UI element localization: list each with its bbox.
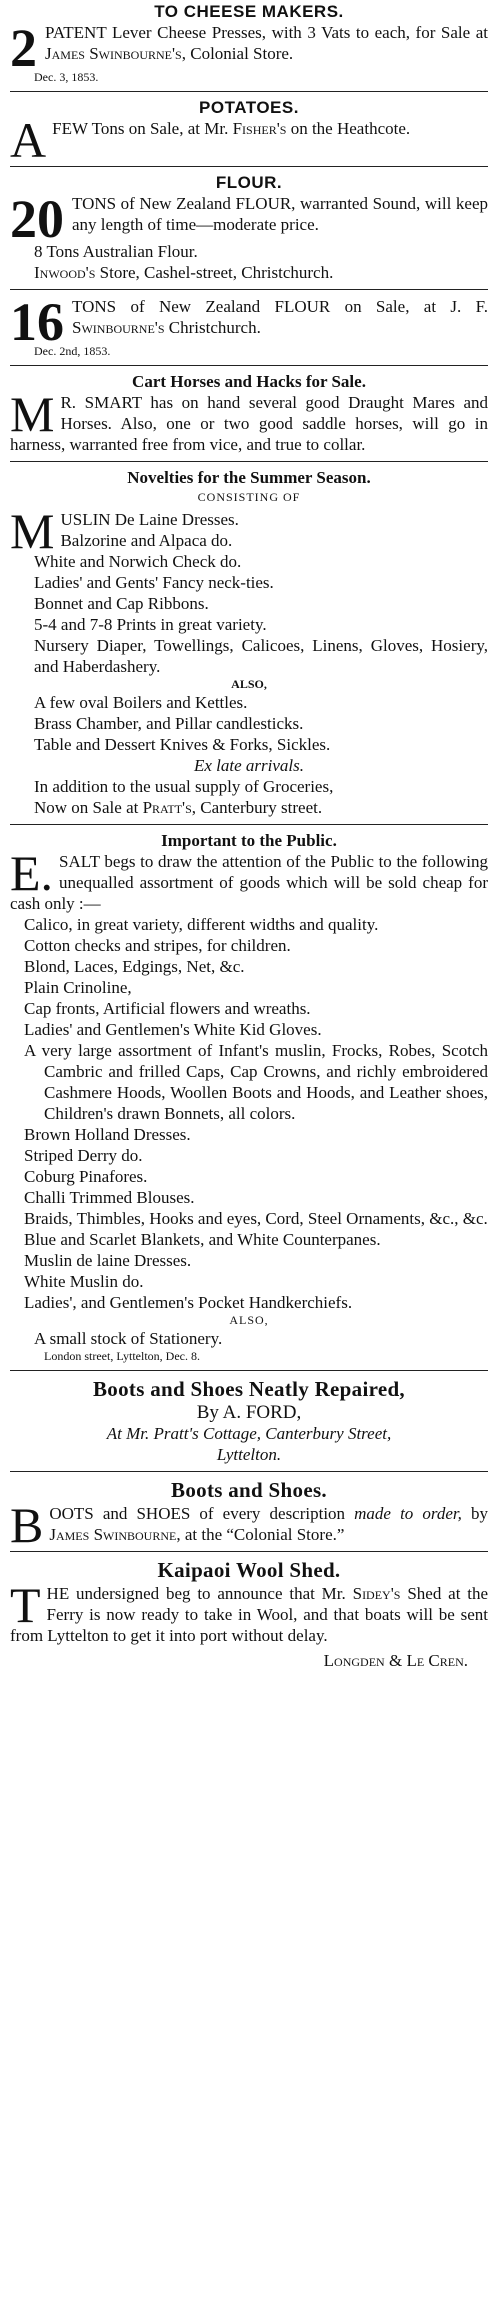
ad-address: Lyttelton. [216, 1445, 282, 1464]
list-item: Balzorine and Alpaca do. [60, 531, 233, 550]
ad-potatoes [10, 92, 488, 168]
ad-text: by [471, 1504, 488, 1523]
merchant-name: Swinbourne's [72, 318, 165, 337]
store-name: Inwood's [34, 263, 96, 282]
list-item: Ladies', and Gentlemen's Pocket Handkerchiefs. [24, 1293, 353, 1312]
ad-important-public [10, 825, 488, 1364]
list-item: Brass Chamber, and Pillar candlesticks. [34, 714, 304, 733]
ad-summer-novelties [10, 462, 488, 818]
merchant-name: Fisher's [232, 119, 287, 138]
ad-cheese-makers [10, 0, 488, 85]
ad-flour [10, 167, 488, 283]
drop-cap: 16 [10, 292, 64, 352]
drop-cap: 2 [10, 18, 37, 78]
ad-address: At Mr. Pratt's Cottage, Canterbury Street, [106, 1424, 392, 1443]
list-item: Ladies' and Gentlemen's White Kid Gloves. [24, 1020, 322, 1039]
list-item: Nursery Diaper, Towellings, Calicoes, Linens, Gloves, Hosiery, and Haberdashery. [34, 636, 488, 676]
ad-subheading: CONSISTING OF [197, 490, 301, 504]
ad-heading: POTATOES. [199, 98, 299, 117]
list-item: Brown Holland Dresses. [24, 1125, 191, 1144]
ad-heading: Important to the Public. [161, 831, 337, 850]
ad-heading: Boots and Shoes Neatly Repaired, [93, 1377, 405, 1401]
ad-heading: TO CHEESE MAKERS. [154, 2, 344, 21]
list-item: Calico, in great variety, different widths and quality. [24, 915, 379, 934]
list-item: White and Norwich Check do. [34, 552, 242, 571]
list-item: A few oval Boilers and Kettles. [34, 693, 248, 712]
list-item: Blue and Scarlet Blankets, and White Counterpanes. [24, 1230, 381, 1249]
drop-cap: A [10, 112, 47, 168]
ad-text: on the Heathcote. [290, 119, 411, 138]
merchant-name: James Swinbourne [49, 1525, 177, 1544]
ad-date: London street, Lyttelton, Dec. 8. [44, 1349, 200, 1363]
ad-wool-shed [10, 1552, 488, 1671]
ad-closing: , Canterbury street. [191, 798, 323, 817]
ad-heading: FLOUR. [215, 173, 283, 192]
ad-also: ALSO, [231, 677, 267, 691]
ad-boots-repaired [10, 1371, 488, 1465]
ad-text: made to order, [354, 1504, 462, 1523]
ad-text: OOTS and SHOES of every description [49, 1504, 346, 1523]
list-item: Striped Derry do. [24, 1146, 143, 1165]
ad-byline: By A. FORD, [196, 1402, 302, 1423]
list-item: Blond, Laces, Edgings, Net, &c. [24, 957, 245, 976]
newspaper-column [10, 0, 488, 1671]
list-item: A very large assortment of Infant's muslin, Frocks, Robes, Scotch Cambric and frilled Caps, Cap Crowns, and richly embroidered Cashmere Hoods, Woollen Boots and Hoods, and Leather shoes, Children's drawn Bonnets, all colors. [24, 1041, 488, 1123]
drop-cap: T [10, 1577, 41, 1633]
merchant-name: Sidey's [352, 1584, 401, 1603]
store-address: Store, Cashel-street, Christchurch. [99, 263, 334, 282]
ad-text: SALT begs to draw the attention of the Public to the following unequalled assortment of goods which will be sold cheap for cash only :— [10, 852, 488, 913]
ad-date: Dec. 2nd, 1853. [34, 344, 111, 358]
list-item: Plain Crinoline, [24, 978, 132, 997]
ad-heading: Boots and Shoes. [171, 1478, 327, 1502]
ad-closing: In addition to the usual supply of Groceries, [34, 777, 334, 796]
list-item: 5-4 and 7-8 Prints in great variety. [34, 615, 267, 634]
drop-cap: 20 [10, 189, 64, 249]
ad-text: TONS of New Zealand FLOUR, warranted Sound, will keep any length of time—moderate price. [72, 194, 488, 234]
ad-text: , at the “Colonial Store.” [176, 1525, 345, 1544]
list-item: Muslin de laine Dresses. [24, 1251, 192, 1270]
list-item: Cap fronts, Artificial flowers and wreaths. [24, 999, 311, 1018]
ad-text: TONS of New Zealand FLOUR on Sale, at J. F. [72, 297, 488, 316]
ad-line: 8 Tons Australian Flour. [34, 242, 198, 261]
ad-text: FEW Tons on Sale, at Mr. [52, 119, 229, 138]
ad-boots-shoes [10, 1472, 488, 1553]
list-item: Bonnet and Cap Ribbons. [34, 594, 209, 613]
list-item: Braids, Thimbles, Hooks and eyes, Cord, Steel Ornaments, &c., &c. [24, 1209, 488, 1228]
ad-heading: Cart Horses and Hacks for Sale. [132, 372, 366, 391]
ad-text: Christchurch. [168, 318, 261, 337]
ad-heading: Kaipaoi Wool Shed. [157, 1558, 341, 1582]
merchant-name: James Swinbourne's [45, 44, 182, 63]
ad-heading: Novelties for the Summer Season. [127, 468, 371, 487]
list-item: A small stock of Stationery. [34, 1329, 223, 1348]
ad-flour-swinbourne [10, 290, 488, 359]
ad-text: Shed at the Ferry is now ready to take in Wool, and that boats will be sent from Lyttelton to get it into port without delay. [10, 1584, 489, 1645]
ad-text: HE undersigned beg to announce that Mr. [46, 1584, 346, 1603]
ad-closing: Now on Sale at [34, 798, 139, 817]
ad-text: PATENT Lever Cheese Presses, with 3 Vats to each, for Sale at [45, 23, 488, 42]
drop-cap: M [10, 386, 55, 442]
list-item: Ladies' and Gents' Fancy neck-ties. [34, 573, 274, 592]
list-item: White Muslin do. [24, 1272, 144, 1291]
ad-signature: Longden & Le Cren. [323, 1651, 468, 1670]
ad-text: USLIN De Laine Dresses. [60, 510, 239, 529]
drop-cap: M [10, 503, 55, 559]
ad-cart-horses [10, 366, 488, 455]
list-item: Challi Trimmed Blouses. [24, 1188, 195, 1207]
drop-cap: B [10, 1497, 44, 1553]
drop-cap: E. [10, 845, 54, 901]
ad-arrivals: Ex late arrivals. [193, 756, 304, 775]
ad-date: Dec. 3, 1853. [34, 70, 99, 84]
ad-also: ALSO, [229, 1313, 269, 1327]
list-item: Cotton checks and stripes, for children. [24, 936, 291, 955]
ad-text: R. SMART has on hand several good Draught Mares and Horses. Also, one or two good saddle horses, will go in harness, warranted free from vice, and true to collar. [10, 393, 488, 454]
merchant-name: Pratt's [142, 798, 192, 817]
list-item: Coburg Pinafores. [24, 1167, 148, 1186]
ad-text: , Colonial Store. [181, 44, 294, 63]
list-item: Table and Dessert Knives & Forks, Sickles. [34, 735, 331, 754]
